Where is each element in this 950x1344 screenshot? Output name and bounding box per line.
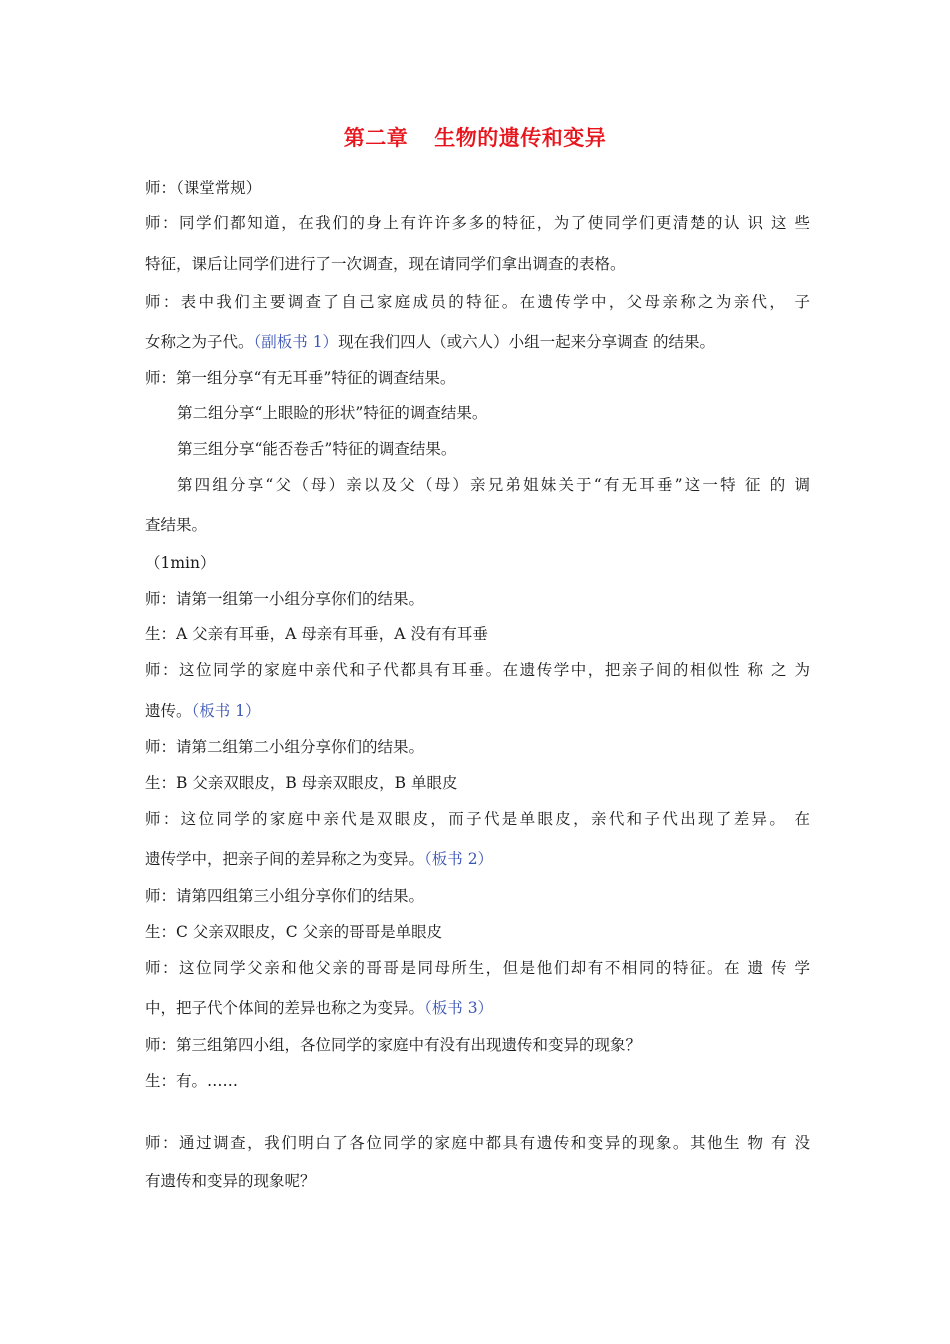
paragraph-line: 生：A 父亲有耳垂，A 母亲有耳垂，A 没有有耳垂: [145, 625, 488, 643]
paragraph-line: 师：这位同学的家庭中亲代和子代都具有耳垂。在遗传学中，把亲子间的相似性 称 之 为: [145, 661, 810, 679]
paragraph-line: [145, 998, 810, 1018]
paragraph-line: 生：有。……: [145, 1072, 239, 1090]
paragraph-line: 师：这位同学父亲和他父亲的哥哥是同母所生，但是他们却有不相同的特征。在 遗 传 学: [145, 959, 810, 977]
paragraph-line: [145, 701, 810, 721]
paragraph-line: 师：这位同学的家庭中亲代是双眼皮，而子代是单眼皮，亲代和子代出现了差异。 在: [145, 810, 810, 828]
paragraph-line: 查结果。: [145, 516, 208, 534]
chapter-name: 生物的遗传和变异: [434, 126, 607, 150]
paragraph-line: 第四组分享“父（母）亲以及父（母）亲兄弟姐妹关于“有无耳垂”这一特 征 的 调: [177, 476, 810, 494]
paragraph-line: [145, 332, 810, 352]
line-text: 遗传。: [145, 702, 192, 720]
paragraph-line: （1min）: [145, 554, 216, 572]
paragraph-line: 师：第一组分享“有无耳垂”特征的调查结果。: [145, 369, 456, 387]
board-note: （板书 2）: [424, 850, 494, 868]
paragraph-line: 师：请第一组第一小组分享你们的结果。: [145, 590, 425, 608]
line-text: 女称之为子代。: [145, 333, 254, 351]
paragraph-line: 生：C 父亲双眼皮，C 父亲的哥哥是单眼皮: [145, 923, 443, 941]
board-note: （板书 1）: [191, 702, 261, 720]
line-text: 遗传学中，把亲子间的差异称之为变异。: [145, 850, 425, 868]
chapter-title: [0, 122, 950, 152]
paragraph-line: 师：请第二组第二小组分享你们的结果。: [145, 738, 425, 756]
paragraph-line: 有遗传和变异的现象呢？: [145, 1172, 316, 1190]
paragraph-line: 第三组分享“能否卷舌”特征的调查结果。: [177, 440, 457, 458]
line-text: 现在我们四人（或六人）小组一起来分享调查 的结果。: [338, 333, 715, 351]
paragraph-line: 特征，课后让同学们进行了一次调查，现在请同学们拿出调查的表格。: [145, 255, 626, 273]
paragraph-line: 师：通过调查，我们明白了各位同学的家庭中都具有遗传和变异的现象。其他生 物 有 没: [145, 1134, 810, 1152]
paragraph-line: [145, 849, 810, 869]
paragraph-line: 生：B 父亲双眼皮，B 母亲双眼皮，B 单眼皮: [145, 774, 458, 792]
paragraph-line: 师：表中我们主要调查了自己家庭成员的特征。在遗传学中，父母亲称之为亲代， 子: [145, 293, 810, 311]
paragraph-line: 第二组分享“上眼睑的形状”特征的调查结果。: [177, 404, 488, 422]
board-note: （副板书 1）: [253, 333, 339, 351]
line-text: 中，把子代个体间的差异也称之为变异。: [145, 999, 425, 1017]
chapter-number: 第二章: [343, 126, 409, 150]
paragraph-line: 师：同学们都知道，在我们的身上有许许多多的特征，为了使同学们更清楚的认 识 这 些: [145, 214, 810, 232]
paragraph-line: 师：（课堂常规）: [145, 179, 262, 197]
paragraph-line: 师：请第四组第三小组分享你们的结果。: [145, 887, 425, 905]
board-note: （板书 3）: [424, 999, 494, 1017]
paragraph-line: 师：第三组第四小组，各位同学的家庭中有没有出现遗传和变异的现象？: [145, 1036, 642, 1054]
